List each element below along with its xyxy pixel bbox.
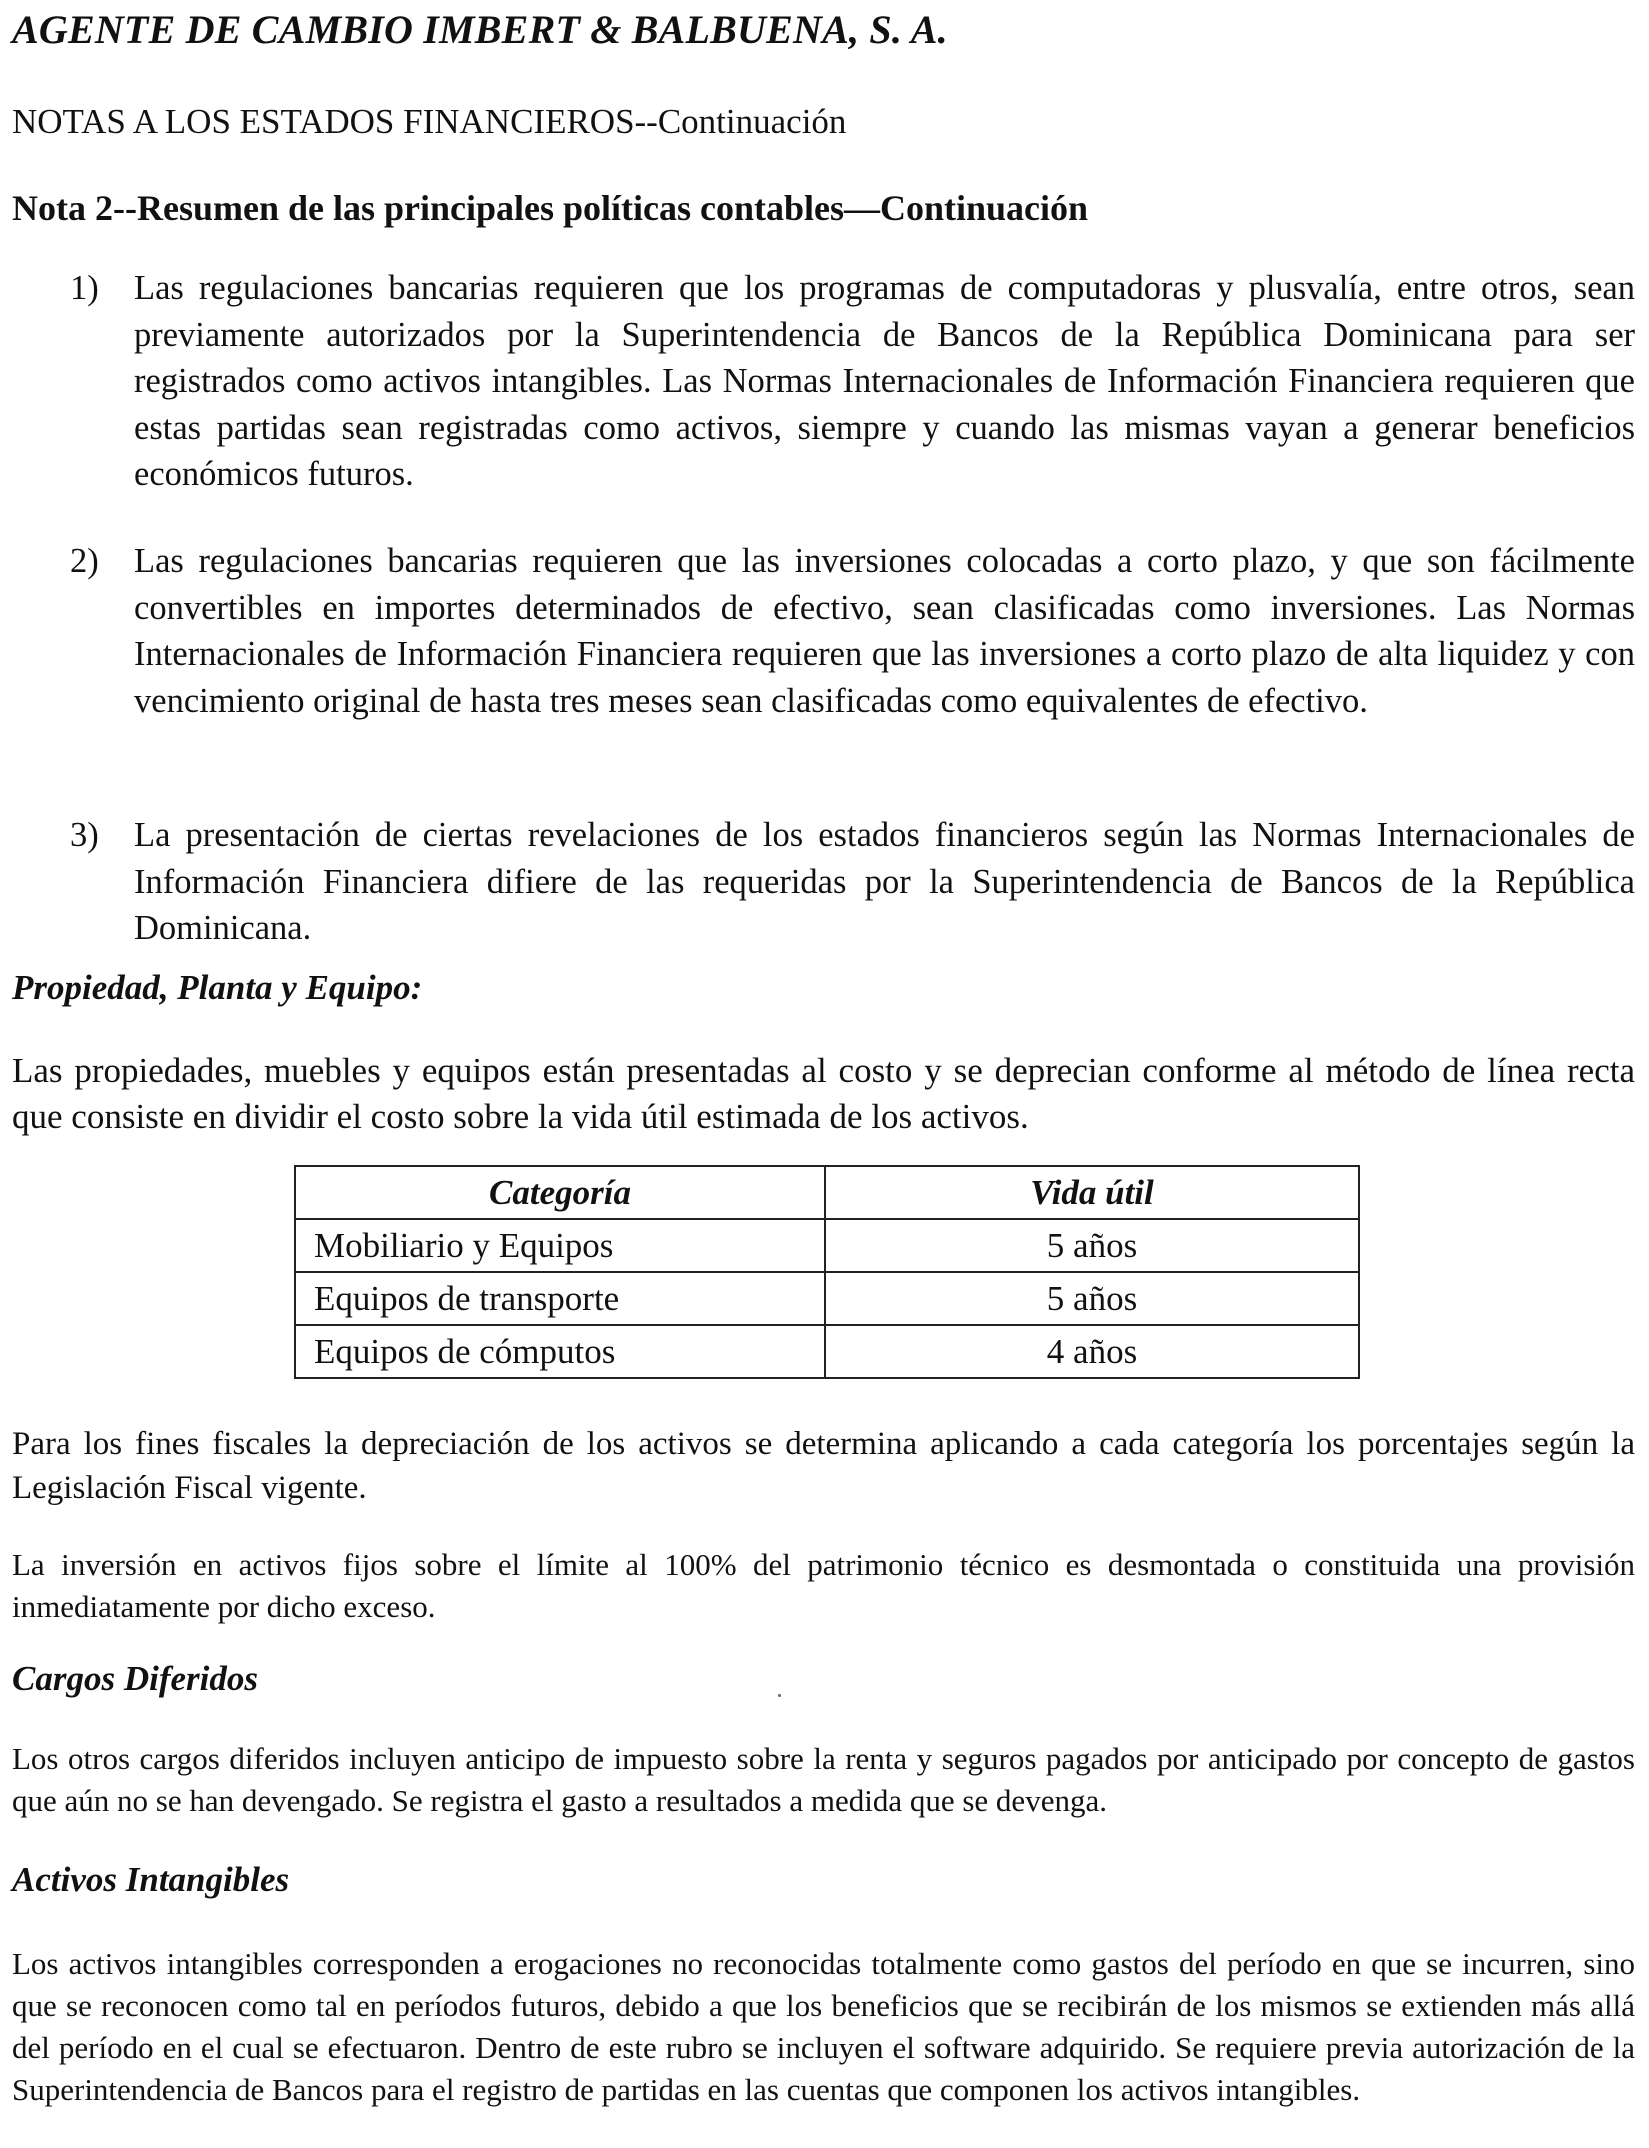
table-cell-life: 5 años	[825, 1219, 1359, 1272]
table-cell-life: 4 años	[825, 1325, 1359, 1378]
table-row	[295, 1272, 1359, 1325]
section-heading-propiedad: Propiedad, Planta y Equipo:	[12, 968, 423, 1007]
list-item-text: Las regulaciones bancarias requieren que los programas de computadoras y plusvalía, entre otros, sean previamente autorizados por la Superintendencia de Bancos de la República Dominicana para ser registrados como activos intangibles. Las Normas Internacionales de Información Financiera requieren que estas partidas sean registradas como activos, siempre y cuando las mismas vayan a generar beneficios económicos futuros.	[134, 269, 1635, 494]
table-cell-category: Equipos de transporte	[295, 1272, 825, 1325]
list-item-number: 1)	[70, 269, 99, 307]
list-item-number: 3)	[70, 816, 99, 854]
list-item-number: 2)	[70, 542, 99, 580]
section-heading-intangibles: Activos Intangibles	[12, 1860, 290, 1899]
list-item-text: Las regulaciones bancarias requieren que las inversiones colocadas a corto plazo, y que son fácilmente convertibles en importes determinados de efectivo, sean clasificadas como inversiones. Las Normas Internacionales de Información Financiera requieren que las inversiones a corto plazo de alta liquidez y con vencimiento original de hasta tres meses sean clasificadas como equivalentes de efectivo.	[134, 542, 1635, 720]
section-heading-cargos: Cargos Diferidos	[12, 1659, 258, 1698]
intangibles-paragraph: Los activos intangibles corresponden a erogaciones no reconocidas totalmente como gastos del período en que se incurren, sino que se reconocen como tal en períodos futuros, debido a que los beneficios que se recibirán de los mismos se extienden más allá del período en el cual se efectuaron. Dentro de este rubro se incluyen el software adquirido. Se requiere previa autorización de la Superintendencia de Bancos para el registro de partidas en las cuentas que componen los activos intangibles.	[12, 1946, 1635, 2107]
table-cell-category: Mobiliario y Equipos	[295, 1219, 825, 1272]
limite-paragraph: La inversión en activos fijos sobre el límite al 100% del patrimonio técnico es desmontada o constituida una provisión inmediatamente por dicho exceso.	[12, 1547, 1635, 1624]
list-item-text: La presentación de ciertas revelaciones de los estados financieros según las Normas Internacionales de Información Financiera difiere de las requeridas por la Superintendencia de Bancos de la República Dominicana.	[134, 816, 1635, 948]
column-header-categoria: Categoría	[295, 1166, 825, 1219]
cargos-paragraph: Los otros cargos diferidos incluyen anticipo de impuesto sobre la renta y seguros pagados por anticipado por concepto de gastos que aún no se han devengado. Se registra el gasto a resultados a medida que se devenga.	[12, 1741, 1635, 1818]
table-row	[295, 1325, 1359, 1378]
fiscal-paragraph: Para los fines fiscales la depreciación de los activos se determina aplicando a cada categoría los porcentajes según la Legislación Fiscal vigente.	[12, 1426, 1635, 1506]
propiedad-intro: Las propiedades, muebles y equipos están presentadas al costo y se deprecian conforme al método de línea recta que consiste en dividir el costo sobre la vida útil estimada de los activos.	[12, 1051, 1635, 1136]
column-header-vida-util: Vida útil	[825, 1166, 1359, 1219]
table-cell-life: 5 años	[825, 1272, 1359, 1325]
table-cell-category: Equipos de cómputos	[295, 1325, 825, 1378]
note-heading: Nota 2--Resumen de las principales políticas contables—Continuación	[12, 188, 1089, 228]
notes-title: NOTAS A LOS ESTADOS FINANCIEROS--Continuación	[12, 102, 847, 141]
table-header-row	[295, 1166, 1359, 1219]
company-name: AGENTE DE CAMBIO IMBERT & BALBUENA, S. A.	[12, 7, 948, 52]
useful-life-table	[294, 1165, 1360, 1379]
speck-mark	[778, 1694, 781, 1697]
table-row	[295, 1219, 1359, 1272]
